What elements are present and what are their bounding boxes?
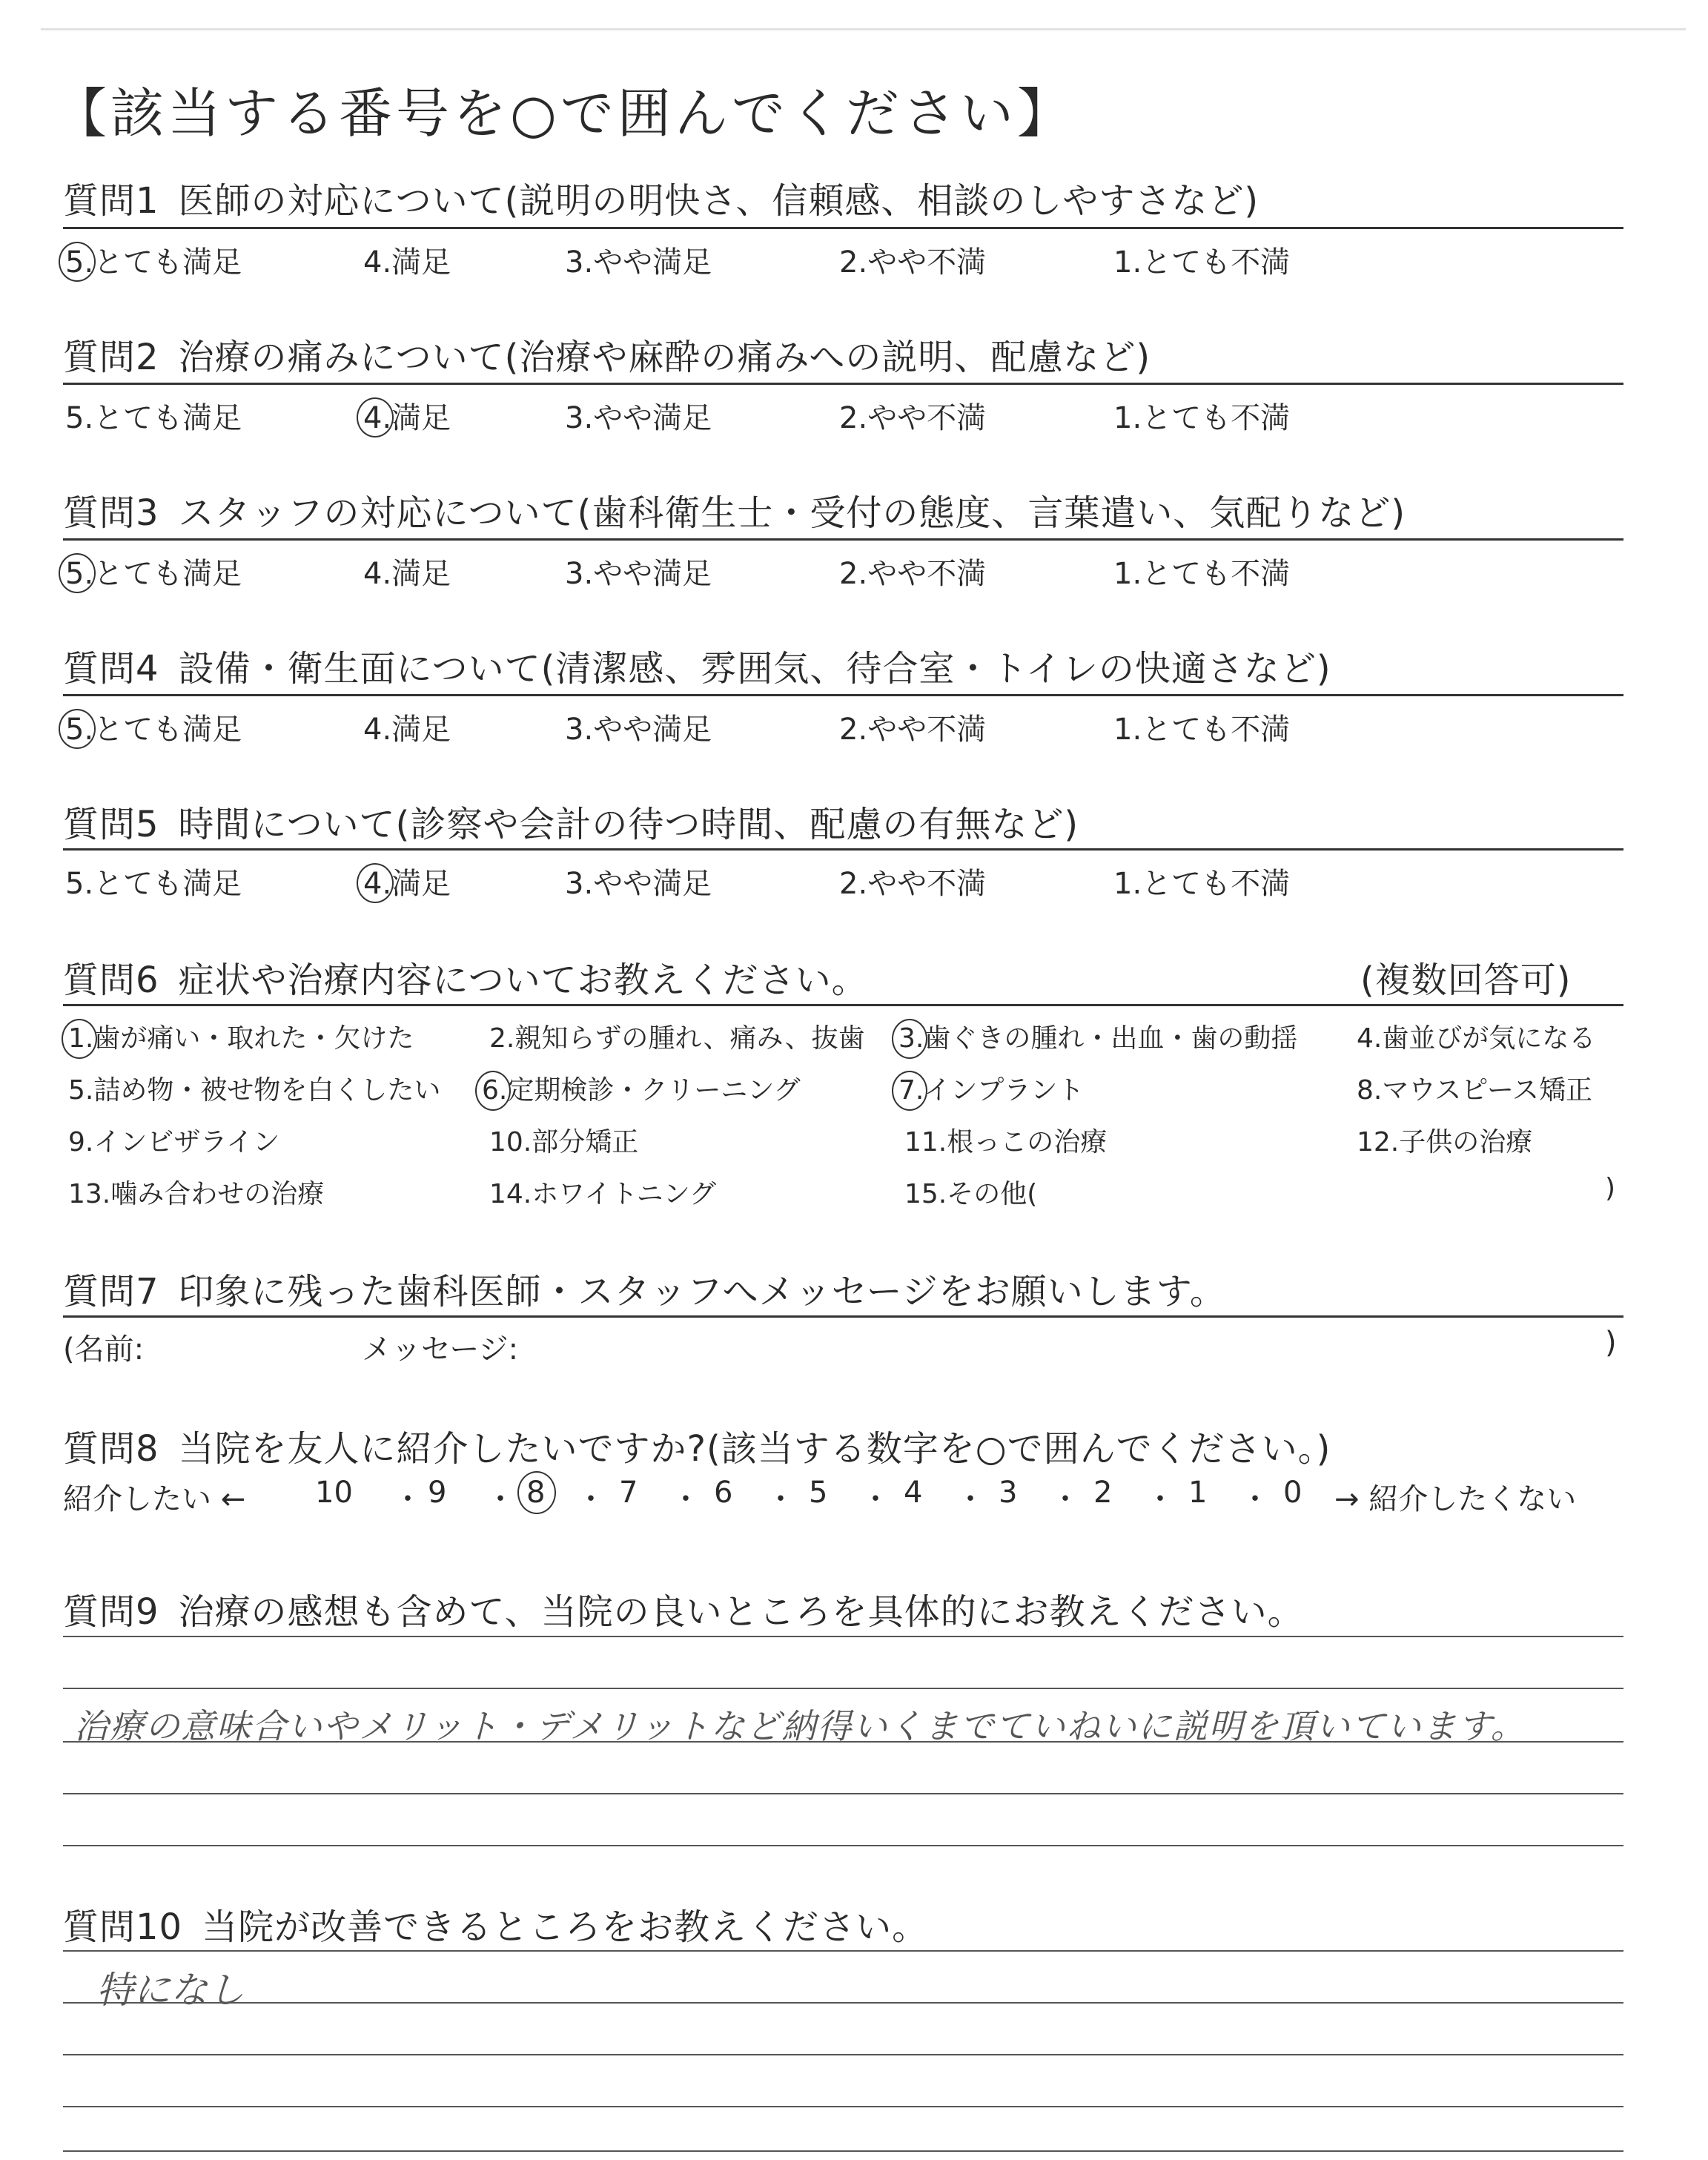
q9-rule bbox=[63, 1636, 1623, 1637]
q1-option-2[interactable]: 2.やや不満 bbox=[839, 245, 987, 280]
q1-option-1[interactable]: 1.とても不満 bbox=[1113, 245, 1291, 280]
q4-rule bbox=[63, 694, 1623, 696]
q6-item-12[interactable]: 12.子供の治療 bbox=[1357, 1127, 1533, 1157]
q8-value-10[interactable]: 10 bbox=[315, 1476, 353, 1510]
q6-item-13[interactable]: 13.噛み合わせの治療 bbox=[68, 1179, 325, 1209]
q7-name-label: (名前: bbox=[63, 1332, 145, 1367]
q6-item-15[interactable]: 15.その他( bbox=[904, 1179, 1038, 1209]
q4-option-3[interactable]: 3.やや満足 bbox=[565, 713, 712, 747]
q5-title: 質問5 時間について(診察や会計の待つ時間、配慮の有無など) bbox=[63, 804, 1079, 845]
q8-value-4[interactable]: 4 bbox=[904, 1476, 923, 1510]
q6-item-6[interactable]: 6.定期検診・クリーニング bbox=[482, 1075, 801, 1106]
q8-dot: ・ bbox=[1240, 1482, 1270, 1516]
q3-option-4[interactable]: 4.満足 bbox=[363, 557, 451, 591]
q6-item-14[interactable]: 14.ホワイトニング bbox=[489, 1179, 717, 1209]
q4-option-5[interactable]: 5.とても満足 bbox=[65, 713, 242, 747]
q2-title: 質問2 治療の痛みについて(治療や麻酔の痛みへの説明、配慮など) bbox=[63, 337, 1151, 378]
q8-dot: ・ bbox=[1145, 1482, 1175, 1516]
q6-item-1[interactable]: 1.歯が痛い・取れた・欠けた bbox=[68, 1023, 414, 1054]
q10-answer-line bbox=[63, 2002, 1623, 2004]
q8-dot: ・ bbox=[861, 1482, 890, 1516]
q8-value-8[interactable]: 8 bbox=[526, 1476, 546, 1510]
q6-item-9[interactable]: 9.インビザライン bbox=[68, 1127, 280, 1157]
q8-left-label: 紹介したい ← bbox=[63, 1482, 246, 1516]
q8-value-0[interactable]: 0 bbox=[1283, 1476, 1302, 1510]
q5-option-3[interactable]: 3.やや満足 bbox=[565, 867, 712, 901]
q4-option-2[interactable]: 2.やや不満 bbox=[839, 713, 987, 747]
q2-option-1[interactable]: 1.とても不満 bbox=[1113, 401, 1291, 435]
q1-option-3[interactable]: 3.やや満足 bbox=[565, 245, 712, 280]
q3-rule bbox=[63, 538, 1623, 541]
q3-option-1[interactable]: 1.とても不満 bbox=[1113, 557, 1291, 591]
q2-option-4[interactable]: 4.満足 bbox=[363, 401, 451, 435]
q8-dot: ・ bbox=[671, 1482, 701, 1516]
q6-item-11[interactable]: 11.根っこの治療 bbox=[904, 1127, 1108, 1157]
q8-dot: ・ bbox=[1050, 1482, 1080, 1516]
q8-dot: ・ bbox=[956, 1482, 985, 1516]
q8-scale bbox=[63, 1476, 1623, 1520]
q5-option-5[interactable]: 5.とても満足 bbox=[65, 867, 242, 901]
q9-handwritten-answer[interactable]: 治療の意味合いやメリット・デメリットなど納得いくまでていねいに説明を頂いています。 bbox=[74, 1706, 1526, 1746]
q10-answer-line bbox=[63, 2150, 1623, 2152]
q6-multiple-note: (複数回答可) bbox=[1360, 960, 1572, 1001]
q3-option-5[interactable]: 5.とても満足 bbox=[65, 557, 242, 591]
q1-title: 質問1 医師の対応について(説明の明快さ、信頼感、相談のしやすさなど) bbox=[63, 180, 1260, 222]
q8-value-2[interactable]: 2 bbox=[1093, 1476, 1113, 1510]
q9-answer-line bbox=[63, 1688, 1623, 1689]
q8-value-5[interactable]: 5 bbox=[809, 1476, 828, 1510]
q2-option-2[interactable]: 2.やや不満 bbox=[839, 401, 987, 435]
q7-title: 質問7 印象に残った歯科医師・スタッフへメッセージをお願いします。 bbox=[63, 1271, 1226, 1312]
q10-answer-line bbox=[63, 2106, 1623, 2107]
q5-option-4[interactable]: 4.満足 bbox=[363, 867, 451, 901]
q8-value-3[interactable]: 3 bbox=[999, 1476, 1018, 1510]
q8-dot: ・ bbox=[576, 1482, 606, 1516]
q2-option-5[interactable]: 5.とても満足 bbox=[65, 401, 242, 435]
q4-title: 質問4 設備・衛生面について(清潔感、雰囲気、待合室・トイレの快適さなど) bbox=[63, 648, 1331, 690]
q8-value-9[interactable]: 9 bbox=[428, 1476, 447, 1510]
q1-rule bbox=[63, 227, 1623, 229]
q8-dot: ・ bbox=[766, 1482, 795, 1516]
q1-option-4[interactable]: 4.満足 bbox=[363, 245, 451, 280]
q9-title: 質問9 治療の感想も含めて、当院の良いところを具体的にお教えください。 bbox=[63, 1591, 1304, 1633]
q6-item-8[interactable]: 8.マウスピース矯正 bbox=[1357, 1075, 1593, 1106]
q6-item-4[interactable]: 4.歯並びが気になる bbox=[1357, 1023, 1596, 1054]
q3-option-2[interactable]: 2.やや不満 bbox=[839, 557, 987, 591]
q6-item-5[interactable]: 5.詰め物・被せ物を白くしたい bbox=[68, 1075, 441, 1106]
q6-rule bbox=[63, 1004, 1623, 1006]
q8-value-6[interactable]: 6 bbox=[714, 1476, 733, 1510]
q7-message-label: メッセージ: bbox=[362, 1332, 519, 1367]
q9-answer-line bbox=[63, 1793, 1623, 1794]
q3-title: 質問3 スタッフの対応について(歯科衛生士・受付の態度、言葉遣い、気配りなど) bbox=[63, 492, 1406, 534]
q6-item-2[interactable]: 2.親知らずの腫れ、痛み、抜歯 bbox=[489, 1023, 865, 1054]
q6-item-7[interactable]: 7.インプラント bbox=[898, 1075, 1085, 1106]
form-header: 【該当する番号を○で囲んでください】 bbox=[53, 82, 1074, 145]
q5-option-1[interactable]: 1.とても不満 bbox=[1113, 867, 1291, 901]
top-border bbox=[41, 28, 1686, 30]
q10-rule bbox=[63, 1950, 1623, 1952]
q8-title: 質問8 当院を友人に紹介したいですか?(該当する数字を○で囲んでください。) bbox=[63, 1428, 1331, 1470]
q10-title: 質問10 当院が改善できるところをお教えください。 bbox=[63, 1906, 929, 1948]
q2-rule bbox=[63, 383, 1623, 385]
q7-close: ) bbox=[1605, 1326, 1617, 1360]
q6-title: 質問6 症状や治療内容についてお教えください。 bbox=[63, 960, 868, 1001]
q6-item-10[interactable]: 10.部分矯正 bbox=[489, 1127, 639, 1157]
q5-option-2[interactable]: 2.やや不満 bbox=[839, 867, 987, 901]
q5-rule bbox=[63, 848, 1623, 851]
q8-right-label: → 紹介したくない bbox=[1334, 1482, 1577, 1516]
q4-option-1[interactable]: 1.とても不満 bbox=[1113, 713, 1291, 747]
q1-option-5[interactable]: 5.とても満足 bbox=[65, 245, 242, 280]
q7-rule bbox=[63, 1315, 1623, 1318]
q10-answer-line bbox=[63, 2054, 1623, 2055]
q8-dot: ・ bbox=[486, 1482, 515, 1516]
q8-dot: ・ bbox=[393, 1482, 423, 1516]
q6-other-close: ) bbox=[1605, 1173, 1616, 1203]
q2-option-3[interactable]: 3.やや満足 bbox=[565, 401, 712, 435]
q6-item-3[interactable]: 3.歯ぐきの腫れ・出血・歯の動揺 bbox=[898, 1023, 1298, 1054]
q9-answer-line bbox=[63, 1845, 1623, 1846]
q4-option-4[interactable]: 4.満足 bbox=[363, 713, 451, 747]
q8-value-7[interactable]: 7 bbox=[619, 1476, 638, 1510]
q3-option-3[interactable]: 3.やや満足 bbox=[565, 557, 712, 591]
q8-value-1[interactable]: 1 bbox=[1188, 1476, 1208, 1510]
q10-handwritten-answer[interactable]: 特になし bbox=[96, 1969, 245, 2012]
